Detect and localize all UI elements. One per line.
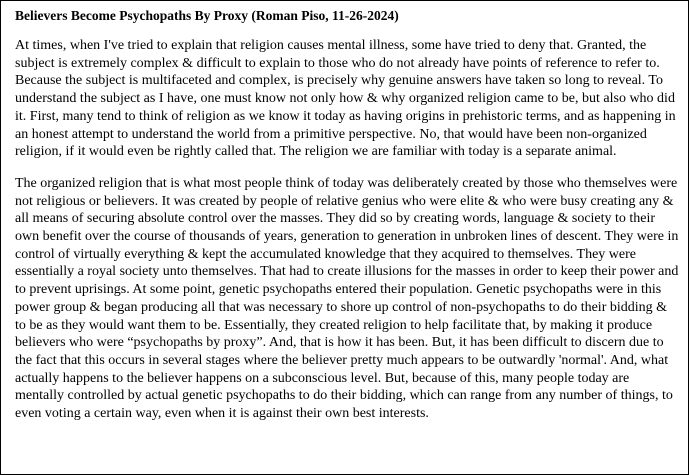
paragraph-organized-religion: The organized religion that is what most people think of today was deliberately created by those who themselves were not religious or believers. It was created by people of relative genius who were elite & who were busy creating any & all means of securing absolute control over the masses. They did so by creating words, language & society to their own benefit over the course of thousands of years, generation to generation in unbroken lines of descent. They were in control of virtually everything & kept the accumulated knowledge that they acquired to themselves. They were essentially a royal society unto themselves. That had to create illusions for the masses in order to keep their power and to prevent uprisings. At some point, genetic psychopaths entered their population. Genetic psychopaths were in this power group & began producing all that was necessary to shore up control of non-psychopaths to do their bidding & to be as they would want them to be. Essentially, they created religion to help facilitate that, by making it produce believers who were “psychopaths by proxy”. And, that is how it has been. But, it has been difficult to discern due to the fact that this occurs in several stages where the believer pretty much appears to be outwardly 'normal'. And, what actually happens to the believer happens on a subconscious level. But, because of this, many people today are mentally controlled by actual genetic psychopaths to do their bidding, which can range from any number of things, to even voting a certain way, even when it is against their own best interests. [15, 175, 679, 422]
paragraph-intro: At times, when I've tried to explain that religion causes mental illness, some have tried to deny that. Granted, the subject is extremely complex & difficult to explain to those who do not already have points of reference to refer to. Because the subject is multifaceted and complex, is precisely why genuine answers have taken so long to reveal. To understand the subject as I have, one must know not only how & why organized religion came to be, but also who did it. First, many tend to think of religion as we know it today as having origins in prehistoric terms, and as happening in an honest attempt to understand the world from a primitive perspective. No, that would have been non-organized religion, if it would even be rightly called that. The religion we are familiar with today is a separate animal. [15, 38, 676, 160]
document-title: Believers Become Psychopaths By Proxy (Roman Piso, 11-26-2024) [15, 8, 399, 23]
